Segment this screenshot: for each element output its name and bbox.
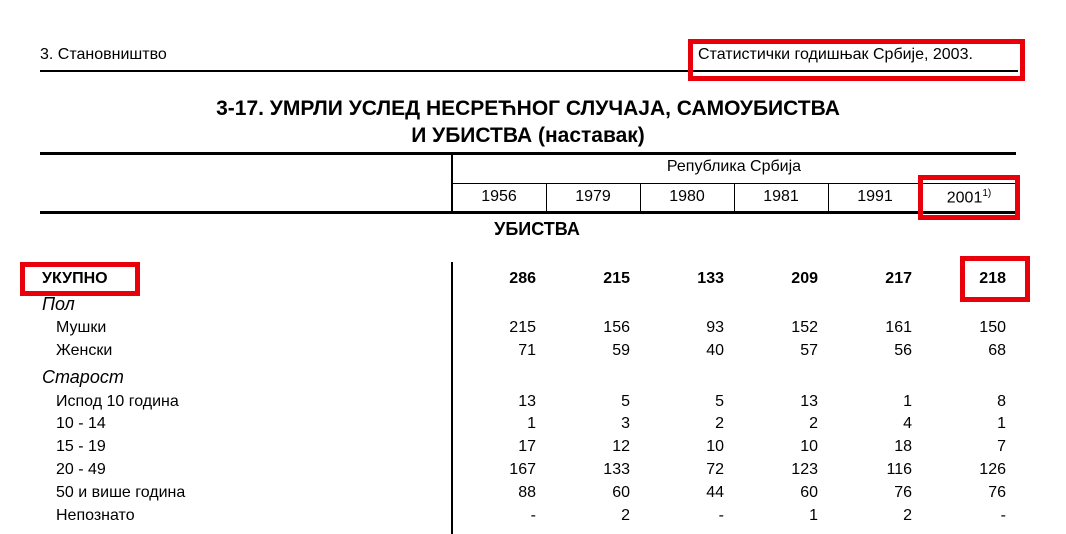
cell: 133 xyxy=(603,461,630,478)
cell: 57 xyxy=(800,342,818,359)
cell: 167 xyxy=(509,461,536,478)
cell: 56 xyxy=(894,342,912,359)
cell: 72 xyxy=(706,461,724,478)
cell: 40 xyxy=(706,342,724,359)
cell: 18 xyxy=(894,438,912,455)
cell: 71 xyxy=(518,342,536,359)
table-header-bottom-rule xyxy=(40,211,1016,214)
cell: 17 xyxy=(518,438,536,455)
cell: - xyxy=(530,507,536,524)
cell: 10 xyxy=(800,438,818,455)
year-header-1979: 1979 xyxy=(575,188,611,205)
cell: - xyxy=(1000,507,1006,524)
cell: 1 xyxy=(903,393,912,410)
cell: 2 xyxy=(715,415,724,432)
year-header-2001: 2001$^{1)}$ xyxy=(946,188,992,207)
cell: 13 xyxy=(518,393,536,410)
highlight-box-total-2001 xyxy=(960,256,1030,302)
footnote-marker: 1) xyxy=(982,188,992,199)
cell: 8 xyxy=(997,393,1006,410)
cell: 161 xyxy=(885,319,912,336)
group-label-age: Старост xyxy=(42,367,124,387)
section-heading: УБИСТВА xyxy=(494,219,580,239)
cell: 1 xyxy=(527,415,536,432)
cell: 7 xyxy=(997,438,1006,455)
row-label: Женски xyxy=(56,342,113,359)
cell: 2 xyxy=(621,507,630,524)
year-header-1980: 1980 xyxy=(669,188,705,205)
cell: 5 xyxy=(621,393,630,410)
year-header-1981: 1981 xyxy=(763,188,799,205)
year-header-1991: 1991 xyxy=(857,188,893,205)
cell: 123 xyxy=(791,461,818,478)
cell: 2 xyxy=(809,415,818,432)
table-title-line2: И УБИСТВА (наставак) xyxy=(411,124,645,147)
cell: 286 xyxy=(509,270,536,287)
highlight-box-total-label xyxy=(20,262,140,296)
cell: 60 xyxy=(800,484,818,501)
cell: 2 xyxy=(903,507,912,524)
cell: 156 xyxy=(603,319,630,336)
row-label: 15 - 19 xyxy=(56,438,106,455)
stub-divider-body xyxy=(451,262,453,534)
row-label: Испод 10 година xyxy=(56,393,179,410)
page-section-header: 3. Становништво xyxy=(40,46,167,63)
cell: 152 xyxy=(791,319,818,336)
cell: 4 xyxy=(903,415,912,432)
cell: 5 xyxy=(715,393,724,410)
cell: 150 xyxy=(979,319,1006,336)
cell: 44 xyxy=(706,484,724,501)
cell: 1 xyxy=(997,415,1006,432)
cell: 12 xyxy=(612,438,630,455)
row-label: 10 - 14 xyxy=(56,415,106,432)
year-header-1956: 1956 xyxy=(481,188,517,205)
cell: 88 xyxy=(518,484,536,501)
cell: 93 xyxy=(706,319,724,336)
cell: 126 xyxy=(979,461,1006,478)
row-label-total: УКУПНО xyxy=(42,270,108,287)
highlight-box-publication xyxy=(688,39,1025,81)
cell: 1 xyxy=(809,507,818,524)
cell: 60 xyxy=(612,484,630,501)
row-label: Мушки xyxy=(56,319,107,336)
cell: 10 xyxy=(706,438,724,455)
cell: 116 xyxy=(886,461,912,478)
publication-title: Статистички годишњак Србије, 2003. xyxy=(698,46,973,63)
cell: 209 xyxy=(791,270,818,287)
cell: - xyxy=(718,507,724,524)
cell: 3 xyxy=(621,415,630,432)
region-label: Република Србија xyxy=(666,158,802,175)
cell: 217 xyxy=(885,270,912,287)
cell: 218 xyxy=(979,270,1006,287)
highlight-box-year-2001 xyxy=(918,175,1020,220)
cell: 76 xyxy=(894,484,912,501)
cell: 215 xyxy=(509,319,536,336)
row-label: 50 и више година xyxy=(56,484,186,501)
cell: 59 xyxy=(612,342,630,359)
group-label-sex: Пол xyxy=(42,294,75,314)
row-label: Непознато xyxy=(56,507,135,524)
cell: 68 xyxy=(988,342,1006,359)
cell: 13 xyxy=(800,393,818,410)
table-top-rule xyxy=(40,152,1016,155)
cell: 133 xyxy=(697,270,724,287)
table-title-line1: 3-17. УМРЛИ УСЛЕД НЕСРЕЋНОГ СЛУЧАЈА, САМОУБИСТВА xyxy=(216,97,840,120)
cell: 215 xyxy=(603,270,630,287)
cell: 76 xyxy=(988,484,1006,501)
row-label: 20 - 49 xyxy=(56,461,106,478)
